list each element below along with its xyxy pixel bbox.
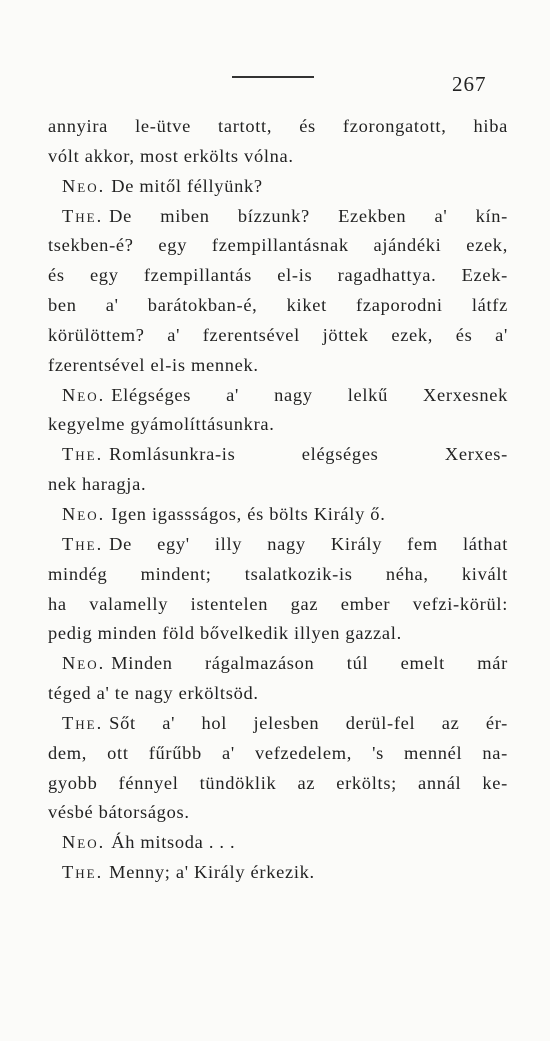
line-text: vésbé bátorságos. bbox=[48, 802, 190, 823]
text-line bbox=[48, 798, 508, 828]
speaker-name: Neo. bbox=[62, 384, 106, 405]
text-line bbox=[48, 858, 508, 888]
text-line bbox=[48, 619, 508, 649]
line-text: kegyelme gyámolíttásunkra. bbox=[48, 414, 275, 435]
speaker-name: Neo. bbox=[62, 653, 106, 674]
line-text: dem, ott fűrűbb a' vefzedelem, 's mennél na- bbox=[48, 742, 508, 763]
line-text: Minden rágalmazáson túl emelt már bbox=[111, 653, 508, 674]
text-line bbox=[48, 739, 508, 769]
line-text: mindég mindent; tsalatkozik-is néha, kivált bbox=[48, 563, 508, 584]
text-line bbox=[48, 112, 508, 142]
text-line bbox=[48, 590, 508, 620]
speaker-name: The. bbox=[62, 712, 104, 733]
line-text: annyira le-ütve tartott, és fzorongatott, hiba bbox=[48, 116, 508, 136]
line-text: Áh mitsoda . . . bbox=[111, 832, 236, 853]
line-text: körülöttem? a' fzerentsével jöttek ezek, és a' bbox=[48, 324, 508, 345]
line-text: Menny; a' Király érkezik. bbox=[109, 862, 315, 883]
line-text: ha valamelly istentelen gaz ember vefzi-körül: bbox=[48, 593, 508, 614]
line-text: és egy fzempillantás el-is ragadhattya. Ezek- bbox=[48, 265, 508, 286]
header-rule bbox=[232, 76, 314, 78]
text-line bbox=[48, 410, 508, 440]
page-number: 267 bbox=[452, 72, 487, 96]
text-line bbox=[48, 530, 508, 560]
speaker-name: The. bbox=[62, 205, 104, 226]
text-line bbox=[48, 321, 508, 351]
line-text: fzerentsével el-is mennek. bbox=[48, 354, 259, 375]
text-line bbox=[48, 470, 508, 500]
speaker-name: Neo. bbox=[62, 503, 106, 524]
text-line bbox=[48, 351, 508, 381]
text-line bbox=[48, 202, 508, 232]
text-line bbox=[48, 142, 508, 172]
speaker-name: The. bbox=[62, 533, 104, 554]
line-text: Elégséges a' nagy lelkű Xerxesnek bbox=[111, 384, 508, 405]
speaker-name: Neo. bbox=[62, 832, 106, 853]
line-text: Romlásunkra-is elégséges Xerxes- bbox=[109, 444, 508, 465]
speaker-name: The. bbox=[62, 444, 104, 465]
text-line bbox=[48, 291, 508, 321]
line-text: vólt akkor, most erkölts vólna. bbox=[48, 145, 294, 166]
line-text: gyobb fénnyel tündöklik az erkölts; annál ke- bbox=[48, 772, 508, 793]
speaker-name: The. bbox=[62, 862, 104, 883]
line-text: tsekben-é? egy fzempillantásnak ajándéki ezek, bbox=[48, 235, 508, 256]
text-line bbox=[48, 261, 508, 291]
text-line bbox=[48, 381, 508, 411]
line-text: nek haragja. bbox=[48, 474, 147, 495]
line-text: Sőt a' hol jelesben derül-fel az ér- bbox=[109, 712, 508, 733]
text-line bbox=[48, 440, 508, 470]
text-line bbox=[48, 500, 508, 530]
text-line bbox=[48, 231, 508, 261]
text-line bbox=[48, 649, 508, 679]
text-line bbox=[48, 709, 508, 739]
line-text: De miben bízzunk? Ezekben a' kín- bbox=[109, 205, 508, 226]
text-line bbox=[48, 828, 508, 858]
line-text: De mitől féllyünk? bbox=[111, 175, 263, 196]
line-text: pedig minden föld bővelkedik illyen gazzal. bbox=[48, 623, 402, 644]
text-body bbox=[48, 112, 508, 888]
line-text: De egy' illy nagy Király fem láthat bbox=[109, 533, 508, 554]
line-text: Igen igassságos, és bölts Király ő. bbox=[111, 503, 386, 524]
text-line bbox=[48, 769, 508, 799]
line-text: téged a' te nagy erköltsöd. bbox=[48, 683, 259, 704]
text-line bbox=[48, 679, 508, 709]
speaker-name: Neo. bbox=[62, 175, 106, 196]
text-line bbox=[48, 172, 508, 202]
text-line bbox=[48, 560, 508, 590]
line-text: ben a' barátokban-é, kiket fzaporodni látfz bbox=[48, 295, 508, 316]
